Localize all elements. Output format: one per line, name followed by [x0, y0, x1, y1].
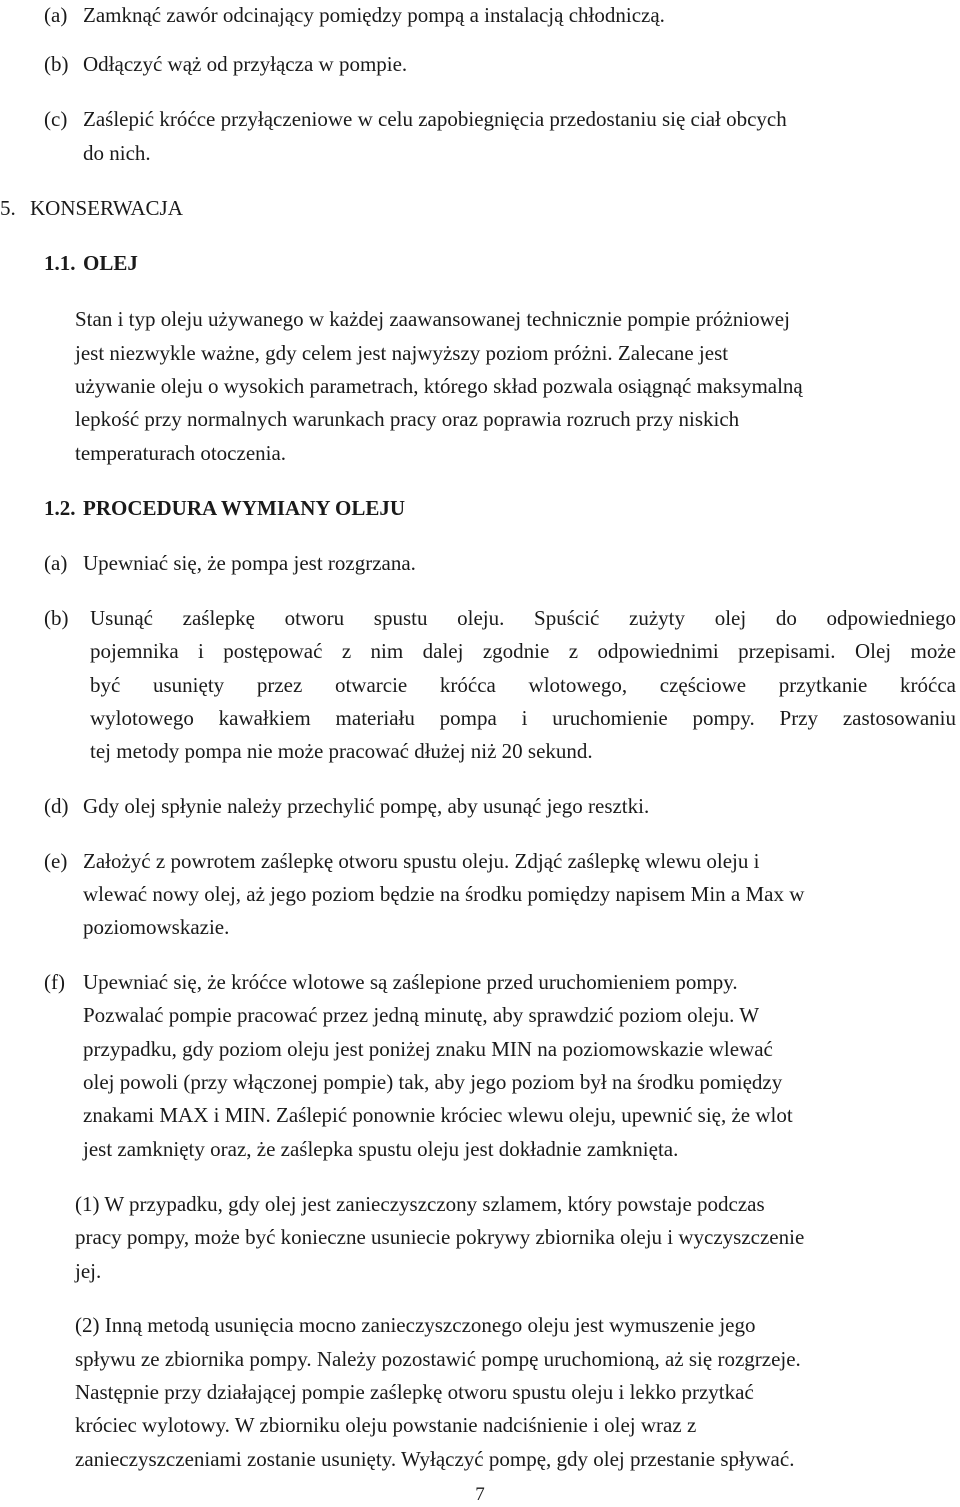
item-marker: (b) [44, 606, 69, 630]
item-text-line: tej metody pompa nie może pracować dłużej niż 20 sekund. [90, 739, 593, 763]
item-text-line: pojemnika i postępować z nim dalej zgodnie z odpowiednimi przepisami. Olej może [90, 639, 956, 663]
note-line: pracy pompy, może być konieczne usuniecie pokrywy zbiornika oleju i wyczyszczenie [75, 1225, 805, 1249]
item-marker: (a) [44, 3, 68, 27]
item-marker: (c) [44, 107, 68, 131]
subsection-title: OLEJ [83, 251, 138, 275]
item-text-line: być usunięty przez otwarcie króćca wlotowego, częściowe przytkanie króćca [90, 673, 956, 697]
item-text-line: Upewniać się, że pompa jest rozgrzana. [83, 551, 416, 575]
item-text-line: Usunąć zaślepkę otworu spustu oleju. Spuścić zużyty olej do odpowiedniego [90, 606, 956, 630]
item-text-line: Odłączyć wąż od przyłącza w pompie. [83, 52, 408, 76]
item-text-line: do nich. [83, 141, 151, 165]
subsection-title: PROCEDURA WYMIANY OLEJU [83, 496, 406, 520]
paragraph-line: lepkość przy normalnych warunkach pracy oraz poprawia rozruch przy niskich [75, 407, 740, 431]
item-text-line: znakami MAX i MIN. Zaślepić ponownie króciec wlewu oleju, upewnić się, że wlot [83, 1103, 793, 1127]
subsection-number: 1.2. [44, 496, 76, 520]
item-marker: (e) [44, 849, 68, 873]
note-line: króciec wylotowy. W zbiorniku oleju powstanie nadciśnienie i olej wraz z [75, 1413, 697, 1437]
subsection-number: 1.1. [44, 251, 76, 275]
item-text-line: przypadku, gdy poziom oleju jest poniżej znaku MIN na poziomowskazie wlewać [83, 1037, 773, 1061]
item-text-line: Zaślepić króćce przyłączeniowe w celu zapobiegnięcia przedostaniu się ciał obcych [83, 107, 787, 131]
item-marker: (f) [44, 970, 65, 994]
note-line: (2) Inną metodą usunięcia mocno zanieczyszczonego oleju jest wymuszenie jego [75, 1313, 756, 1337]
item-marker: (a) [44, 551, 68, 575]
note-line: zanieczyszczeniami zostanie usunięty. Wyłączyć pompę, gdy olej przestanie spływać. [75, 1447, 795, 1471]
section-title: KONSERWACJA [30, 196, 183, 220]
note-line: Następnie przy działającej pompie zaślepkę otworu spustu oleju i lekko przytkać [75, 1380, 754, 1404]
item-text-line: wlewać nowy olej, aż jego poziom będzie na środku pomiędzy napisem Min a Max w [83, 882, 805, 906]
item-text-line: wylotowego kawałkiem materiału pompa i uruchomienie pompy. Przy zastosowaniu [90, 706, 956, 730]
item-text-line: Upewniać się, że króćce wlotowe są zaślepione przed uruchomieniem pompy. [83, 970, 738, 994]
note-line: jej. [75, 1259, 102, 1283]
section-number: 5. [0, 196, 16, 220]
item-text-line: Pozwalać pompie pracować przez jedną minutę, aby sprawdzić poziom oleju. W [83, 1003, 760, 1027]
item-text-line: jest zamknięty oraz, że zaślepka spustu oleju jest dokładnie zamknięta. [83, 1137, 679, 1161]
note-line: (1) W przypadku, gdy olej jest zanieczyszczony szlamem, który powstaje podczas [75, 1192, 765, 1216]
item-text-line: Zamknąć zawór odcinający pomiędzy pompą a instalacją chłodniczą. [83, 3, 665, 27]
paragraph-line: jest niezwykle ważne, gdy celem jest najwyższy poziom próżni. Zalecane jest [75, 341, 729, 365]
page-number: 7 [475, 1484, 485, 1505]
item-text-line: olej powoli (przy włączonej pompie) tak, aby jego poziom był na środku pomiędzy [83, 1070, 783, 1094]
item-text-line: Gdy olej spłynie należy przechylić pompę, aby usunąć jego resztki. [83, 794, 650, 818]
paragraph-line: używanie oleju o wysokich parametrach, którego skład pozwala osiągnąć maksymalną [75, 374, 803, 398]
paragraph-line: Stan i typ oleju używanego w każdej zaawansowanej technicznie pompie próżniowej [75, 307, 790, 331]
item-marker: (b) [44, 52, 69, 76]
item-marker: (d) [44, 794, 69, 818]
item-text-line: poziomowskazie. [83, 915, 230, 939]
paragraph-line: temperaturach otoczenia. [75, 441, 287, 465]
note-line: spływu ze zbiornika pompy. Należy pozostawić pompę uruchomioną, aż się rozgrzeje. [75, 1347, 801, 1371]
item-text-line: Założyć z powrotem zaślepkę otworu spustu oleju. Zdjąć zaślepkę wlewu oleju i [83, 849, 760, 873]
